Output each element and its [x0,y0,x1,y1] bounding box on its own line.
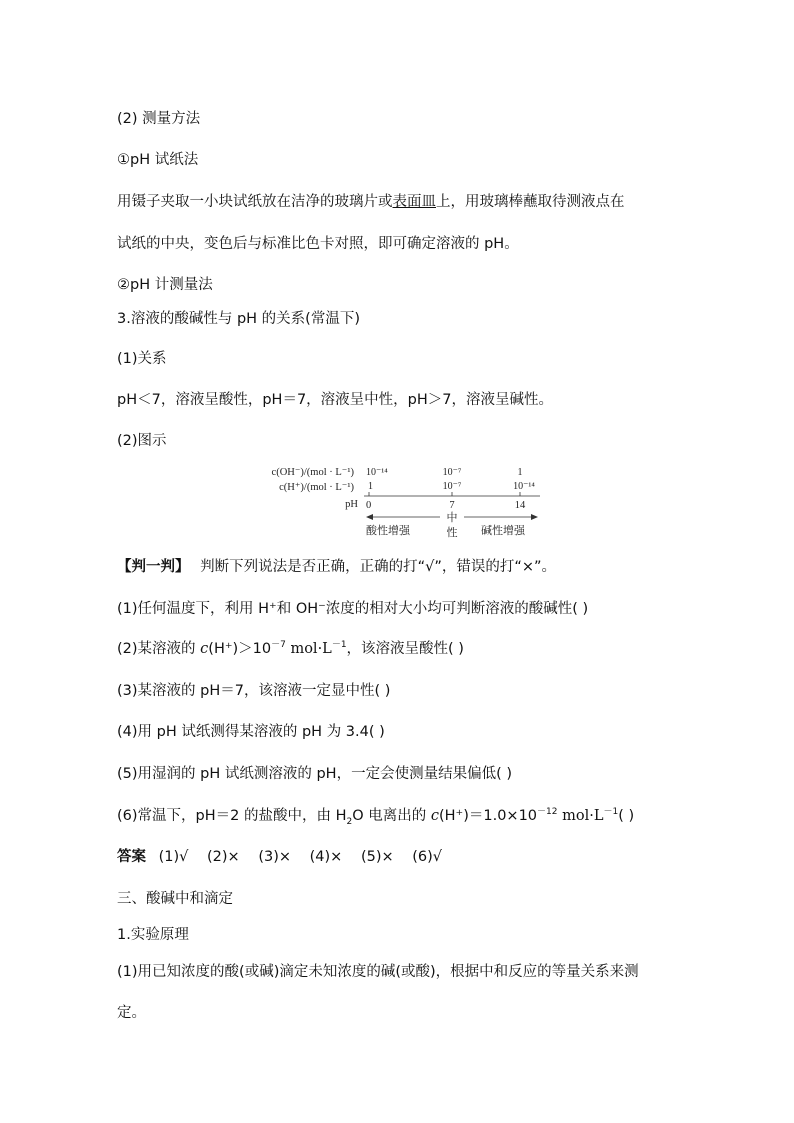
h-value: 10⁻¹⁴ [513,481,535,492]
q6-c: c [430,808,439,824]
ph-diagram [250,462,550,542]
h-value: 1 [368,481,373,492]
q2-exp2: －1 [331,640,347,651]
method-ph-meter: ②pH 计测量法 [117,277,213,293]
question-6 [117,806,634,826]
desc-text-a: 用镊子夹取一小块试纸放在洁净的玻璃片或 [117,194,393,210]
oh-value: 10⁻⁷ [442,467,462,478]
base-label: 碱性增强 [481,525,525,537]
question-1: (1)任何温度下，利用 H⁺和 OH⁻浓度的相对大小均可判断溶液的酸碱性( ) [117,601,589,617]
q6-sub: 2 [346,816,353,827]
relation-heading: (1)关系 [117,351,167,367]
section3-heading: 3.溶液的酸碱性与 pH 的关系(常温下) [117,311,360,327]
q2-c: c [200,641,209,657]
method-ph-paper: ①pH 试纸法 [117,152,199,168]
answer-item: (6)√ [412,849,443,865]
neutral-label-bottom: 性 [446,527,458,539]
principle-line1: (1)用已知浓度的酸(或碱)滴定未知浓度的碱(或酸)，根据中和反应的等量关系来测 [117,964,639,980]
q6-mid2: (H⁺)＝1.0×10 [439,808,538,824]
q6-text: (6)常温下，pH＝2 的盐酸中，由 H [117,808,347,824]
h-row-label: c(H⁺)/(mol · L⁻¹) [279,482,354,493]
oh-value: 1 [517,467,523,478]
oh-row-label: c(OH⁻)/(mol · L⁻¹) [271,467,354,478]
principle-line2: 定。 [117,1005,146,1021]
ph-value: 0 [366,500,372,511]
base-arrow-head [531,514,538,520]
answer-item: (2)× [207,849,240,865]
q2-unit: mol·L [285,641,332,657]
experiment-principle-heading: 1.实验原理 [117,927,189,943]
q6-unit: mol·L [557,808,604,824]
q6-post: ( ) [618,808,635,824]
question-2 [117,639,464,659]
desc-text-b: 上，用玻璃棒蘸取待测液点在 [436,194,625,210]
q2-text: (2)某溶液的 [117,641,201,657]
desc-underlined: 表面皿 [392,194,436,210]
ph-value: 14 [514,500,526,511]
method-ph-paper-desc-line1 [117,192,625,212]
ph-row-label: pH [345,499,358,510]
question-5: (5)用湿润的 pH 试纸测溶液的 pH，一定会使测量结果偏低( ) [117,766,513,782]
part3-heading: 三、酸碱中和滴定 [117,891,233,907]
question-4: (4)用 pH 试纸测得某溶液的 pH 为 3.4( ) [117,724,385,740]
q2-mid: (H⁺)＞10 [208,641,272,657]
h-value: 10⁻⁷ [442,481,462,492]
question-3: (3)某溶液的 pH＝7，该溶液一定显中性( ) [117,683,391,699]
answer-line [117,847,456,867]
q2-post: ，该溶液呈酸性( ) [346,641,464,657]
answer-item: (1)√ [158,849,189,865]
q2-exp1: －7 [271,640,286,651]
answer-item: (4)× [309,849,343,865]
answer-item: (5)× [360,849,394,865]
acid-arrow-head [366,514,373,520]
method-ph-paper-desc-line2: 试纸的中央，变色后与标准比色卡对照，即可确定溶液的 pH。 [117,236,519,252]
acid-label: 酸性增强 [366,525,410,537]
diagram-heading: (2)图示 [117,433,167,449]
neutral-label-top: 中 [446,512,458,524]
q6-mid: O 电离出的 [352,808,431,824]
answer-item: (3)× [258,849,292,865]
q6-exp2: －1 [603,807,619,818]
section-measure-heading: (2) 测量方法 [117,111,201,127]
oh-value: 10⁻¹⁴ [366,467,388,478]
answer-label: 答案 [117,849,146,865]
judge-title: 【判一判】 [117,559,190,575]
judge-instruction-line [117,557,556,577]
judge-instruction: 判断下列说法是否正确，正确的打“√”，错误的打“×”。 [200,559,557,575]
q6-exp1: －12 [537,807,558,818]
ph-value: 7 [449,500,455,511]
relation-text: pH＜7，溶液呈酸性，pH＝7，溶液呈中性，pH＞7，溶液呈碱性。 [117,392,553,408]
